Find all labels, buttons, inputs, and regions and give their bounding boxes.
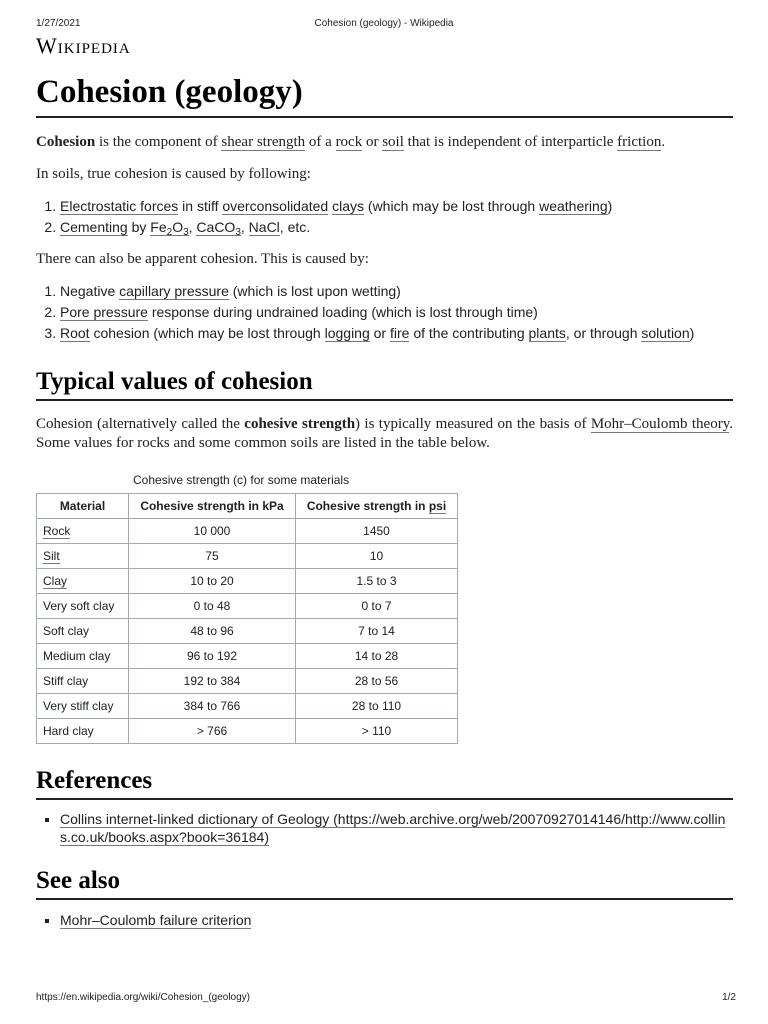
section-heading-see-also: See also <box>36 866 733 900</box>
page-title: Cohesion (geology) <box>36 72 733 118</box>
table-row <box>37 719 458 744</box>
cell-kpa: 192 to 384 <box>129 669 296 694</box>
print-page-number: 1/2 <box>722 992 736 1003</box>
link-logging[interactable]: logging <box>324 325 370 341</box>
link-caco3[interactable]: CaCO$_3$ <box>196 219 241 238</box>
cell-material: Very stiff clay <box>37 694 129 719</box>
table-row <box>37 594 458 619</box>
link-nacl[interactable]: NaCl <box>248 219 280 235</box>
table-row <box>37 669 458 694</box>
table-row <box>37 694 458 719</box>
section-heading-references: References <box>36 766 733 800</box>
true-cohesion-list <box>36 197 733 236</box>
header-psi: Cohesive strength in psi <box>296 494 458 519</box>
link-mohr-coulomb-theory[interactable]: Mohr–Coulomb theory <box>590 416 730 432</box>
link-clays[interactable]: clays <box>332 198 365 214</box>
cell-psi: 28 to 56 <box>296 669 458 694</box>
cell-psi: 7 to 14 <box>296 619 458 644</box>
cell-kpa: 48 to 96 <box>129 619 296 644</box>
apparent-intro: There can also be apparent cohesion. This is caused by: <box>36 251 369 267</box>
cell-psi: 10 <box>296 544 458 569</box>
cell-psi: 14 to 28 <box>296 644 458 669</box>
cell-material: Stiff clay <box>37 669 129 694</box>
table-row <box>37 644 458 669</box>
link-fire[interactable]: fire <box>389 325 410 341</box>
soils-intro: In soils, true cohesion is caused by following: <box>36 166 311 182</box>
print-title: Cohesion (geology) - Wikipedia <box>314 18 454 29</box>
intro-bold-term: Cohesion <box>36 134 96 150</box>
link-rock[interactable]: rock <box>335 134 363 150</box>
cell-kpa: > 766 <box>129 719 296 744</box>
cell-material <box>37 544 129 569</box>
link-mohr-coulomb-failure-criterion[interactable]: Mohr–Coulomb failure criterion <box>60 912 252 928</box>
link-shear-strength[interactable]: shear strength <box>221 134 306 150</box>
list-item: 3. Root cohesion (which may be lost through logging or fire of the contributing plants, or through solution) <box>60 324 733 342</box>
cell-material: Hard clay <box>37 719 129 744</box>
print-url: https://en.wikipedia.org/wiki/Cohesion_(geology) <box>36 992 251 1003</box>
cell-kpa: 0 to 48 <box>129 594 296 619</box>
table-row <box>37 519 458 544</box>
link-root[interactable]: Root <box>60 325 90 341</box>
typical-values-paragraph: Cohesion (alternatively called the cohesive strength) is typically measured on the basis of Mohr–Coulomb theory. Some values for rocks and some common soils are listed in the table below. <box>36 416 733 451</box>
cell-material: Very soft clay <box>37 594 129 619</box>
list-item: 2. Pore pressure response during undrained loading (which is lost through time) <box>60 303 733 321</box>
cell-material <box>37 519 129 544</box>
link-soil[interactable]: soil <box>382 134 404 150</box>
table-header-row <box>37 494 458 519</box>
article-content <box>36 72 733 930</box>
section-heading-typical-values: Typical values of cohesion <box>36 367 733 401</box>
cell-psi: 1.5 to 3 <box>296 569 458 594</box>
apparent-cohesion-list <box>36 282 733 342</box>
link-capillary-pressure[interactable]: capillary pressure <box>119 283 229 299</box>
cell-kpa: 10 000 <box>129 519 296 544</box>
list-item <box>60 910 733 930</box>
references-list <box>36 810 733 846</box>
table-row <box>37 569 458 594</box>
list-item <box>60 810 733 846</box>
link-weathering[interactable]: weathering <box>539 198 608 214</box>
table-row <box>37 544 458 569</box>
table-caption: Cohesive strength (c) for some materials <box>133 473 350 487</box>
link-pore-pressure[interactable]: Pore pressure <box>60 304 148 320</box>
link-cementing[interactable]: Cementing <box>60 219 128 235</box>
link-electrostatic-forces[interactable]: Electrostatic forces <box>60 198 179 214</box>
list-item: 2. Cementing by $Fe_2O_3$, CaCO$_3$, NaCl, etc. <box>60 218 733 236</box>
cell-kpa: 10 to 20 <box>129 569 296 594</box>
cell-psi: > 110 <box>296 719 458 744</box>
table-row <box>37 619 458 644</box>
cell-kpa: 75 <box>129 544 296 569</box>
list-item: 1. Electrostatic forces in stiff overconsolidated clays (which may be lost through weathering) <box>60 197 733 215</box>
link-material[interactable]: Clay <box>43 574 68 588</box>
intro-paragraph: Cohesion is the component of shear strength of a rock or soil that is independent of interparticle friction. <box>36 134 666 150</box>
wikipedia-logo[interactable]: Wikipedia <box>36 33 131 58</box>
print-header <box>0 18 768 32</box>
link-material[interactable]: Silt <box>43 549 60 563</box>
link-solution[interactable]: solution <box>641 325 690 341</box>
list-item: 1. Negative capillary pressure (which is lost upon wetting) <box>60 282 733 300</box>
link-material[interactable]: Rock <box>43 524 71 538</box>
header-material: Material <box>37 494 129 519</box>
link-overconsolidated[interactable]: overconsolidated <box>222 198 329 214</box>
print-date: 1/27/2021 <box>36 18 81 29</box>
cell-material: Medium clay <box>37 644 129 669</box>
cell-psi: 0 to 7 <box>296 594 458 619</box>
header-kpa: Cohesive strength in kPa <box>129 494 296 519</box>
link-psi[interactable]: psi <box>428 499 447 513</box>
cell-material: Soft clay <box>37 619 129 644</box>
cell-psi: 28 to 110 <box>296 694 458 719</box>
cell-material <box>37 569 129 594</box>
cell-kpa: 96 to 192 <box>129 644 296 669</box>
link-plants[interactable]: plants <box>528 325 566 341</box>
link-collins-dictionary[interactable]: Collins internet-linked dictionary of Geology (https://web.archive.org/web/20070927014146/http://www.collins.co.uk/books.aspx?book=36184) <box>60 811 726 845</box>
see-also-list <box>36 910 733 930</box>
cell-psi: 1450 <box>296 519 458 544</box>
print-footer <box>0 992 768 1006</box>
cell-kpa: 384 to 766 <box>129 694 296 719</box>
cohesion-table <box>36 493 458 744</box>
link-fe2o3[interactable]: $Fe_2O_3$ <box>150 219 189 238</box>
link-friction[interactable]: friction <box>617 134 662 150</box>
